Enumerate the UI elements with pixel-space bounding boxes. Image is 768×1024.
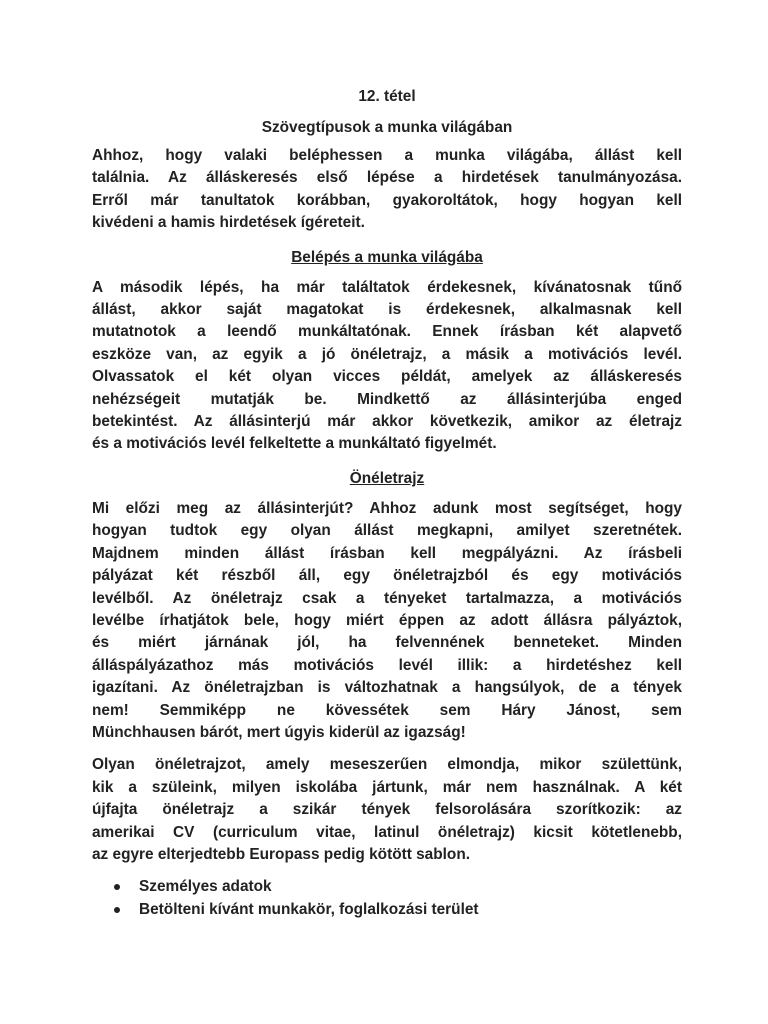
- section1-paragraph: [92, 277, 682, 456]
- bullet-list: [92, 876, 682, 921]
- text-line: hogyan tudtok egy olyan állást megkapni, amilyet szeretnétek.: [92, 522, 682, 540]
- text-line: betekintést. Az állásinterjú már akkor következik, amikor az életrajz: [92, 413, 682, 431]
- text-line: Olvassatok el két olyan vicces példát, amelyek az álláskeresés: [92, 368, 682, 386]
- section2-paragraph-1: [92, 498, 682, 744]
- text-line: találnia. Az álláskeresés első lépése a hirdetések tanulmányozása.: [92, 169, 682, 187]
- page-subtitle: Szövegtípusok a munka világában: [261, 119, 513, 136]
- bullet-text: Betölteni kívánt munkakör, foglalkozási terület: [139, 900, 479, 918]
- text-line: pályázat két részből áll, egy önéletrajzból és egy motivációs: [92, 567, 682, 585]
- text-line: eszköze van, az egyik a jó önéletrajz, a másik a motivációs levél.: [92, 345, 682, 363]
- bullet-icon: [114, 907, 120, 913]
- text-line: Erről már tanultatok korábban, gyakoroltátok, hogy hogyan kell: [92, 191, 682, 209]
- text-line: Münchhausen bárót, mert úgyis kiderül az igazság!: [92, 723, 466, 741]
- bullet-item: [92, 899, 682, 921]
- intro-paragraph: [92, 145, 682, 235]
- text-line: és a motivációs levél felkeltette a munkáltató figyelmét.: [92, 435, 497, 453]
- text-line: kivédeni a hamis hirdetések ígéreteit.: [92, 214, 365, 232]
- text-line: az egyre elterjedtebb Europass pedig kötött sablon.: [92, 845, 471, 863]
- page-title: 12. tétel: [358, 88, 416, 105]
- text-line: levélből. Az önéletrajz csak a tényeket tartalmazza, a motivációs: [92, 589, 682, 607]
- bullet-item: [92, 876, 682, 898]
- text-line: Majdnem minden állást írásban kell megpályázni. Az írásbeli: [92, 544, 682, 562]
- text-line: amerikai CV (curriculum vitae, latinul önéletrajz) kicsit kötetlenebb,: [92, 823, 682, 841]
- section2-paragraph-2: [92, 754, 682, 866]
- section-heading-oneletrajz: Önéletrajz: [349, 469, 425, 487]
- text-line: kik a szüleink, milyen iskolába jártunk, már nem használnak. A két: [92, 778, 682, 796]
- bullet-text: Személyes adatok: [139, 878, 272, 896]
- text-line: levélbe írhatjátok bele, hogy miért éppen az adott állásra pályáztok,: [92, 611, 682, 629]
- text-line: álláspályázathoz más motivációs levél illik: a hirdetéshez kell: [92, 656, 682, 674]
- text-line: Mi előzi meg az állásinterjút? Ahhoz adunk most segítséget, hogy: [92, 499, 682, 517]
- section-heading-belepes: Belépés a munka világába: [291, 248, 483, 266]
- text-line: A második lépés, ha már találtatok érdekesnek, kívánatosnak tűnő: [92, 278, 682, 296]
- text-line: nem! Semmiképp ne kövessétek sem Háry Jánost, sem: [92, 701, 682, 719]
- text-line: újfajta önéletrajz a szikár tények felsorolására szorítkozik: az: [92, 801, 682, 819]
- text-line: és miért járnának jól, ha felvennének benneteket. Minden: [92, 634, 682, 652]
- text-line: mutatnotok a leendő munkáltatónak. Ennek írásban két alapvető: [92, 323, 682, 341]
- text-line: Ahhoz, hogy valaki beléphessen a munka világába, állást kell: [92, 147, 682, 164]
- text-line: igazítani. Az önéletrajzban is változhatnak a hangsúlyok, de a tények: [92, 679, 682, 697]
- bullet-icon: [114, 884, 120, 890]
- text-line: nehézségeit mutatják be. Mindkettő az állásinterjúba enged: [92, 390, 682, 408]
- document-content: [92, 86, 682, 921]
- text-line: állást, akkor saját magatokat is érdekesnek, alkalmasnak kell: [92, 301, 682, 319]
- text-line: Olyan önéletrajzot, amely meseszerűen elmondja, mikor születtünk,: [92, 756, 682, 774]
